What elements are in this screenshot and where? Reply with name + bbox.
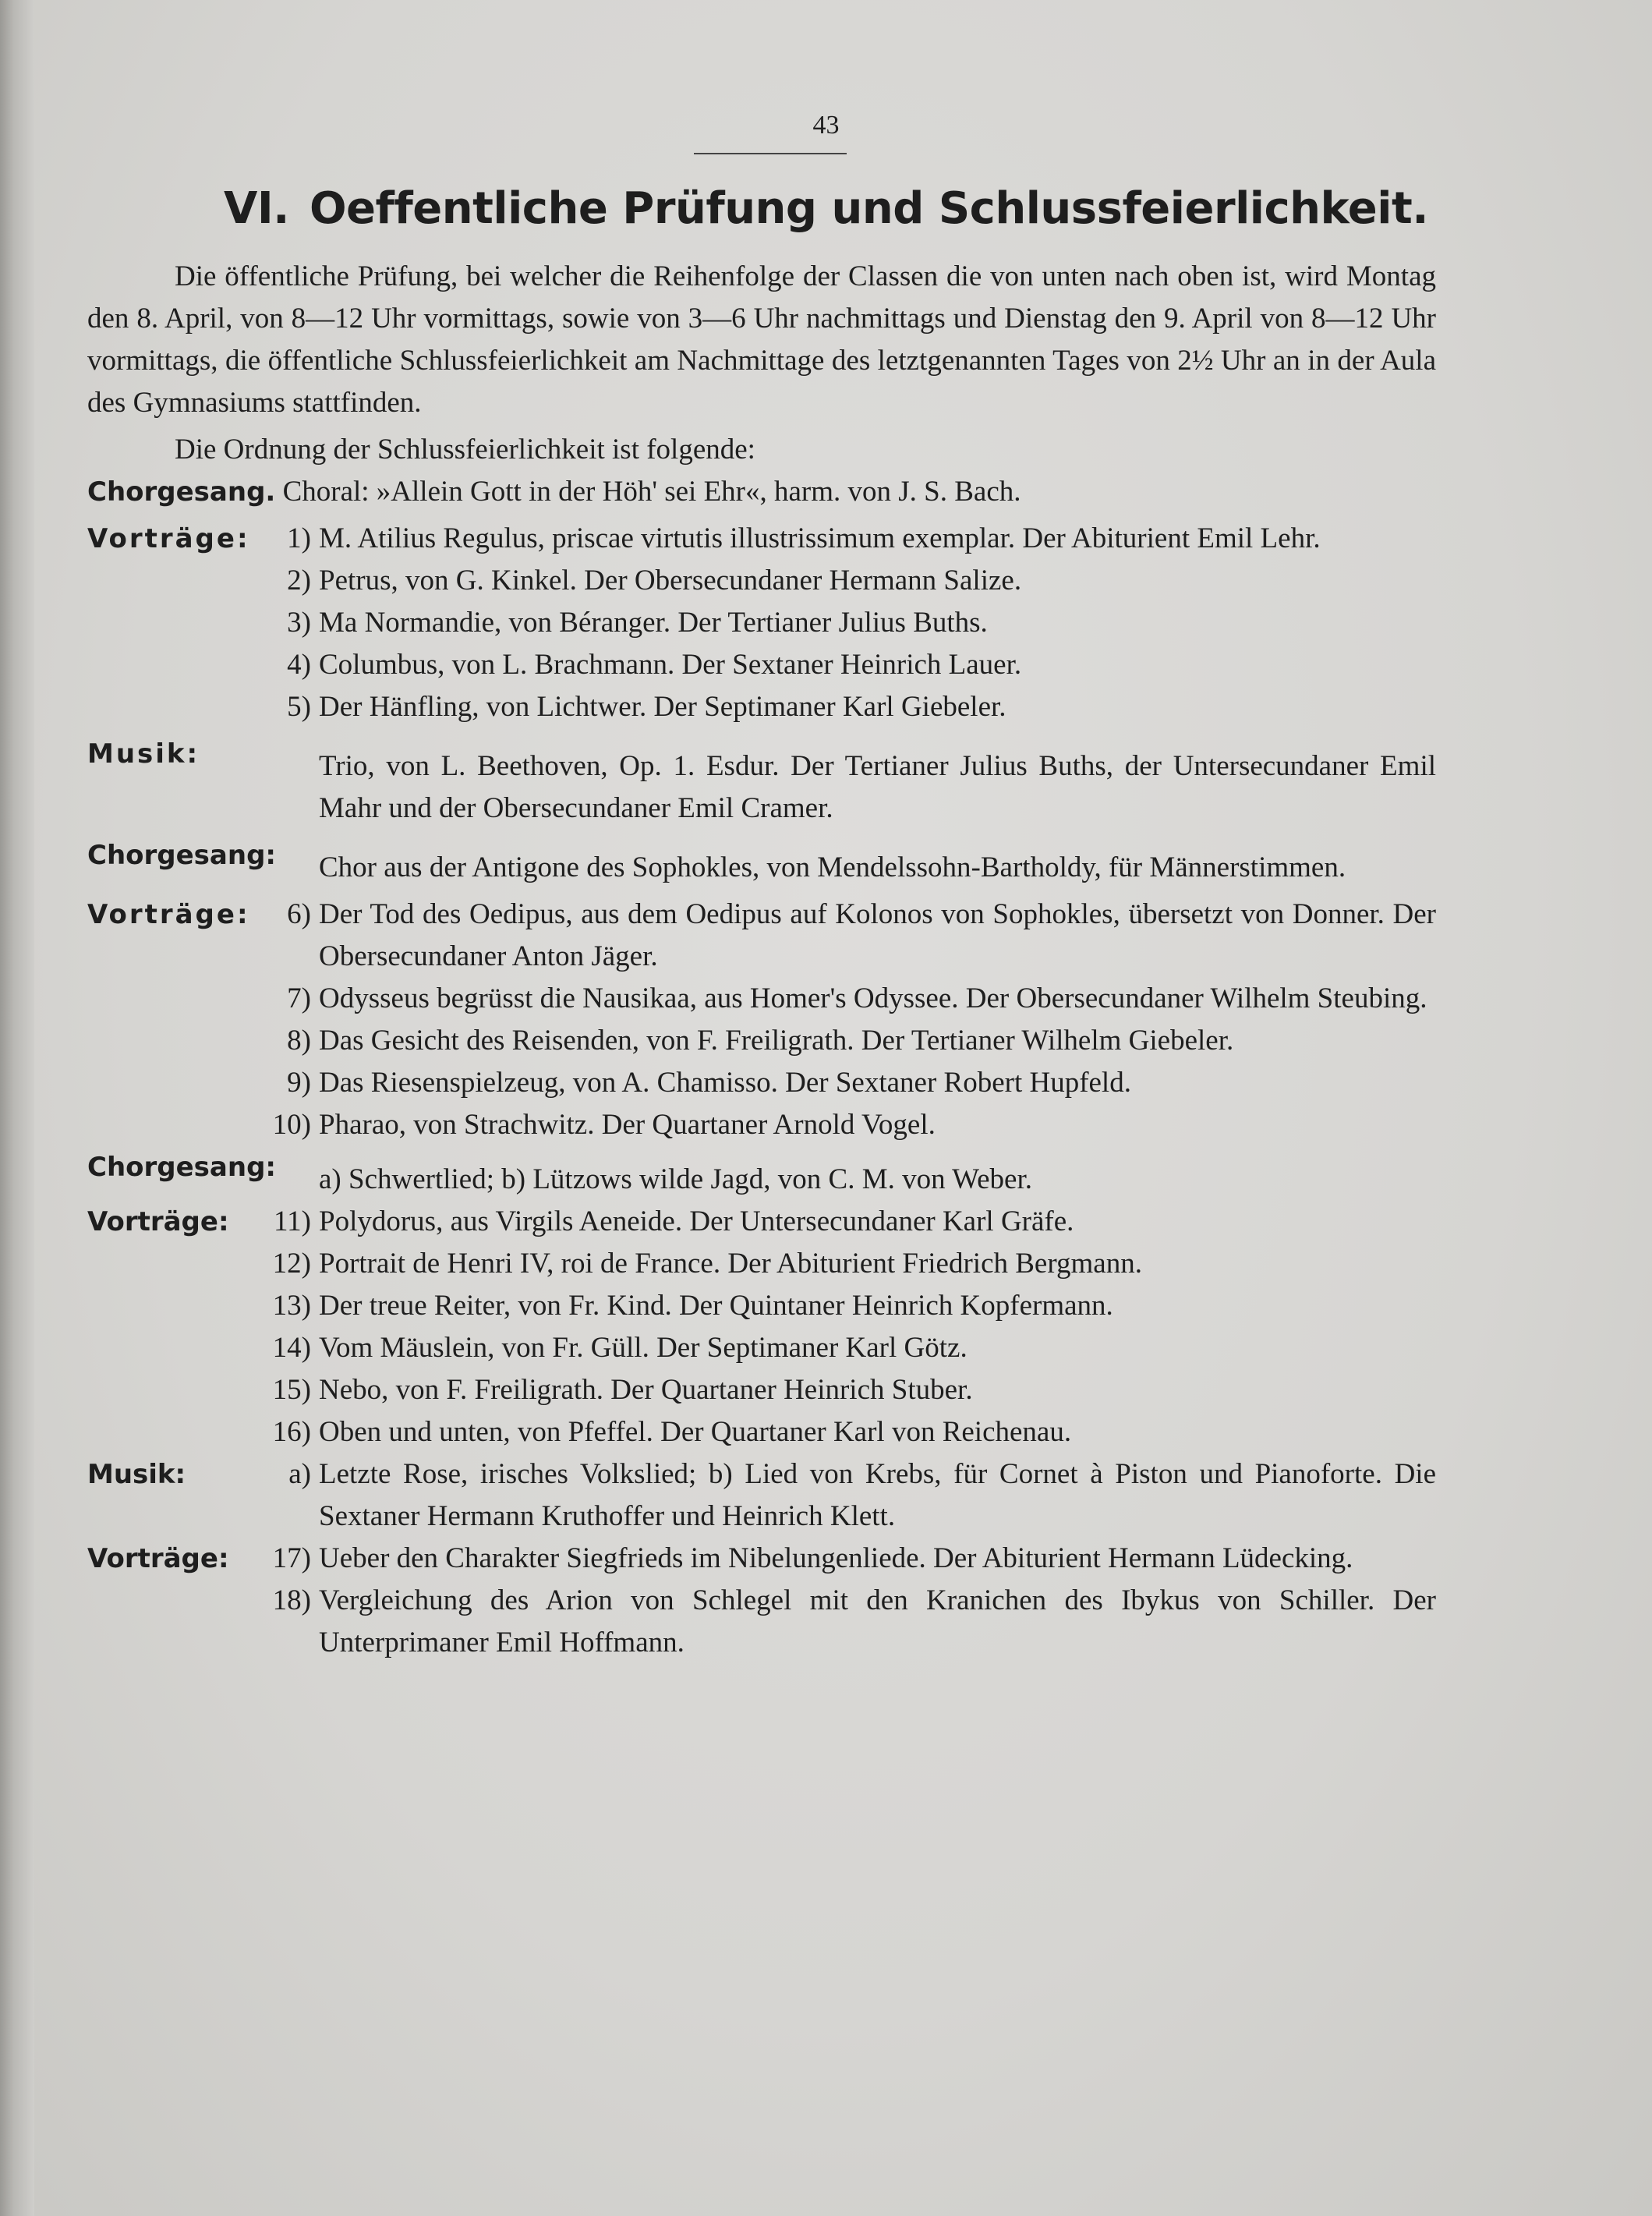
opening-chorgesang: [87, 471, 1436, 513]
entry-text: Odysseus begrüsst die Nausikaa, aus Homer's Odyssee. Der Obersecundaner Wilhelm Steubing.: [319, 982, 1427, 1014]
program-entry: [87, 1062, 1436, 1104]
program-entry: [87, 1146, 1436, 1201]
entry-number: 2): [287, 565, 311, 596]
program-entry: [87, 1020, 1436, 1062]
entry-label: Vorträge:: [87, 523, 250, 554]
entry-text: Portrait de Henri IV, roi de France. Der Abiturient Friedrich Bergmann.: [319, 1248, 1142, 1280]
entry-number: 13): [272, 1290, 311, 1322]
page-number: 43: [812, 111, 840, 140]
entry-label: Musik:: [87, 1459, 186, 1490]
program-entry: [87, 1285, 1436, 1327]
program-entry: [87, 834, 1436, 889]
entry-number: 5): [287, 691, 311, 723]
entry-number: 6): [287, 898, 311, 930]
entry-text: Chor aus der Antigone des Sophokles, von Mendelssohn-Bartholdy, für Männerstimmen.: [319, 851, 1346, 883]
entry-number: 16): [272, 1416, 311, 1448]
program-entry: [87, 1201, 1436, 1243]
program-entry: [87, 733, 1436, 830]
program-entry: [87, 1369, 1436, 1411]
entry-label: Chorgesang:: [87, 840, 277, 871]
entry-number: 17): [272, 1542, 311, 1574]
entry-number: 1): [287, 522, 311, 554]
entry-number: 7): [287, 982, 311, 1014]
entry-label: Musik:: [87, 738, 200, 770]
entry-number: a): [288, 1458, 311, 1490]
entry-text: Der Hänfling, von Lichtwer. Der Septimaner Karl Giebeler.: [319, 691, 1006, 723]
section-numeral: VI.: [223, 183, 289, 234]
entry-text: Oben und unten, von Pfeffel. Der Quartaner Karl von Reichenau.: [319, 1416, 1072, 1448]
entry-number: 9): [287, 1067, 311, 1099]
document-body: [87, 256, 1436, 1664]
entry-text: Das Riesenspielzeug, von A. Chamisso. Der Sextaner Robert Hupfeld.: [319, 1067, 1131, 1099]
entry-label: Vorträge:: [87, 1543, 229, 1574]
entry-text: Der treue Reiter, von Fr. Kind. Der Quintaner Heinrich Kopfermann.: [319, 1290, 1113, 1322]
entry-label: Vorträge:: [87, 899, 250, 930]
program-entry: [87, 644, 1436, 686]
book-spine-shadow: [0, 0, 34, 2216]
section-heading: [0, 183, 1652, 234]
program-entry: [87, 978, 1436, 1020]
entry-text: Columbus, von L. Brachmann. Der Sextaner Heinrich Lauer.: [319, 649, 1022, 681]
entry-text: Vom Mäuslein, von Fr. Güll. Der Septimaner Karl Götz.: [319, 1332, 967, 1364]
program-entry: [87, 518, 1436, 560]
opening-text: Choral: »Allein Gott in der Höh' sei Ehr«, harm. von J. S. Bach.: [282, 476, 1021, 508]
program-entry: [87, 1243, 1436, 1285]
program-entry: [87, 602, 1436, 644]
entry-label: Chorgesang:: [87, 1152, 277, 1183]
entry-text: Ueber den Charakter Siegfrieds im Nibelungenliede. Der Abiturient Hermann Lüdecking.: [319, 1542, 1353, 1574]
entry-number: 4): [287, 649, 311, 681]
program-entry: [87, 686, 1436, 728]
entry-number: 10): [272, 1109, 311, 1141]
entry-text: Nebo, von F. Freiligrath. Der Quartaner Heinrich Stuber.: [319, 1374, 973, 1406]
program-entry: [87, 1453, 1436, 1538]
program-entry: [87, 894, 1436, 978]
entry-text: Pharao, von Strachwitz. Der Quartaner Arnold Vogel.: [319, 1109, 936, 1141]
page-number-rule: [694, 153, 847, 154]
program-entry: [87, 1104, 1436, 1146]
program-entry: [87, 1580, 1436, 1664]
entry-text: Trio, von L. Beethoven, Op. 1. Esdur. Der Tertianer Julius Buths, der Untersecundaner Emil Mahr und der Obersecundaner Emil Cramer.: [319, 750, 1436, 824]
program-entry: [87, 560, 1436, 602]
entry-number: 3): [287, 607, 311, 639]
entry-text: Ma Normandie, von Béranger. Der Tertianer Julius Buths.: [319, 607, 988, 639]
entry-number: 14): [272, 1332, 311, 1364]
intro-paragraph: Die öffentliche Prüfung, bei welcher die Reihenfolge der Classen die von unten nach oben ist, wird Montag den 8. April, von 8—12 Uhr vormittags, sowie von 3—6 Uhr nachmittags und Dienstag den 9. April von 8—12 Uhr vormittags, die öffentliche Schlussfeierlichkeit am Nachmittage des letztgenannten Tages von 2½ Uhr an in der Aula des Gymnasiums stattfinden.: [87, 260, 1436, 419]
entry-text: Letzte Rose, irisches Volkslied; b) Lied von Krebs, für Cornet à Piston und Pianoforte. Die Sextaner Hermann Kruthoffer und Heinrich Klett.: [319, 1458, 1436, 1532]
entry-text: Polydorus, aus Virgils Aeneide. Der Untersecundaner Karl Gräfe.: [319, 1205, 1074, 1237]
entry-label: Vorträge:: [87, 1206, 229, 1237]
entry-text: Der Tod des Oedipus, aus dem Oedipus auf Kolonos von Sophokles, übersetzt von Donner. Der Obersecundaner Anton Jäger.: [319, 898, 1436, 972]
entry-number: 18): [272, 1584, 311, 1616]
opening-label: Chorgesang.: [87, 476, 276, 508]
order-intro: Die Ordnung der Schlussfeierlichkeit ist folgende:: [175, 434, 755, 466]
entry-text: Petrus, von G. Kinkel. Der Obersecundaner Hermann Salize.: [319, 565, 1022, 596]
program-entry: [87, 1538, 1436, 1580]
entry-text: Vergleichung des Arion von Schlegel mit den Kranichen des Ibykus von Schiller. Der Unterprimaner Emil Hoffmann.: [319, 1584, 1436, 1658]
entry-number: 8): [287, 1025, 311, 1057]
program-entry: [87, 1327, 1436, 1369]
entry-text: a) Schwertlied; b) Lützows wilde Jagd, von C. M. von Weber.: [319, 1163, 1033, 1195]
entry-number: 11): [274, 1205, 311, 1237]
entry-number: 15): [272, 1374, 311, 1406]
section-title: Oeffentliche Prüfung und Schlussfeierlichkeit.: [309, 183, 1428, 234]
program-entry: [87, 1411, 1436, 1453]
entry-text: Das Gesicht des Reisenden, von F. Freiligrath. Der Tertianer Wilhelm Giebeler.: [319, 1025, 1234, 1057]
entry-number: 12): [272, 1248, 311, 1280]
entry-text: M. Atilius Regulus, priscae virtutis illustrissimum exemplar. Der Abiturient Emil Lehr.: [319, 522, 1321, 554]
